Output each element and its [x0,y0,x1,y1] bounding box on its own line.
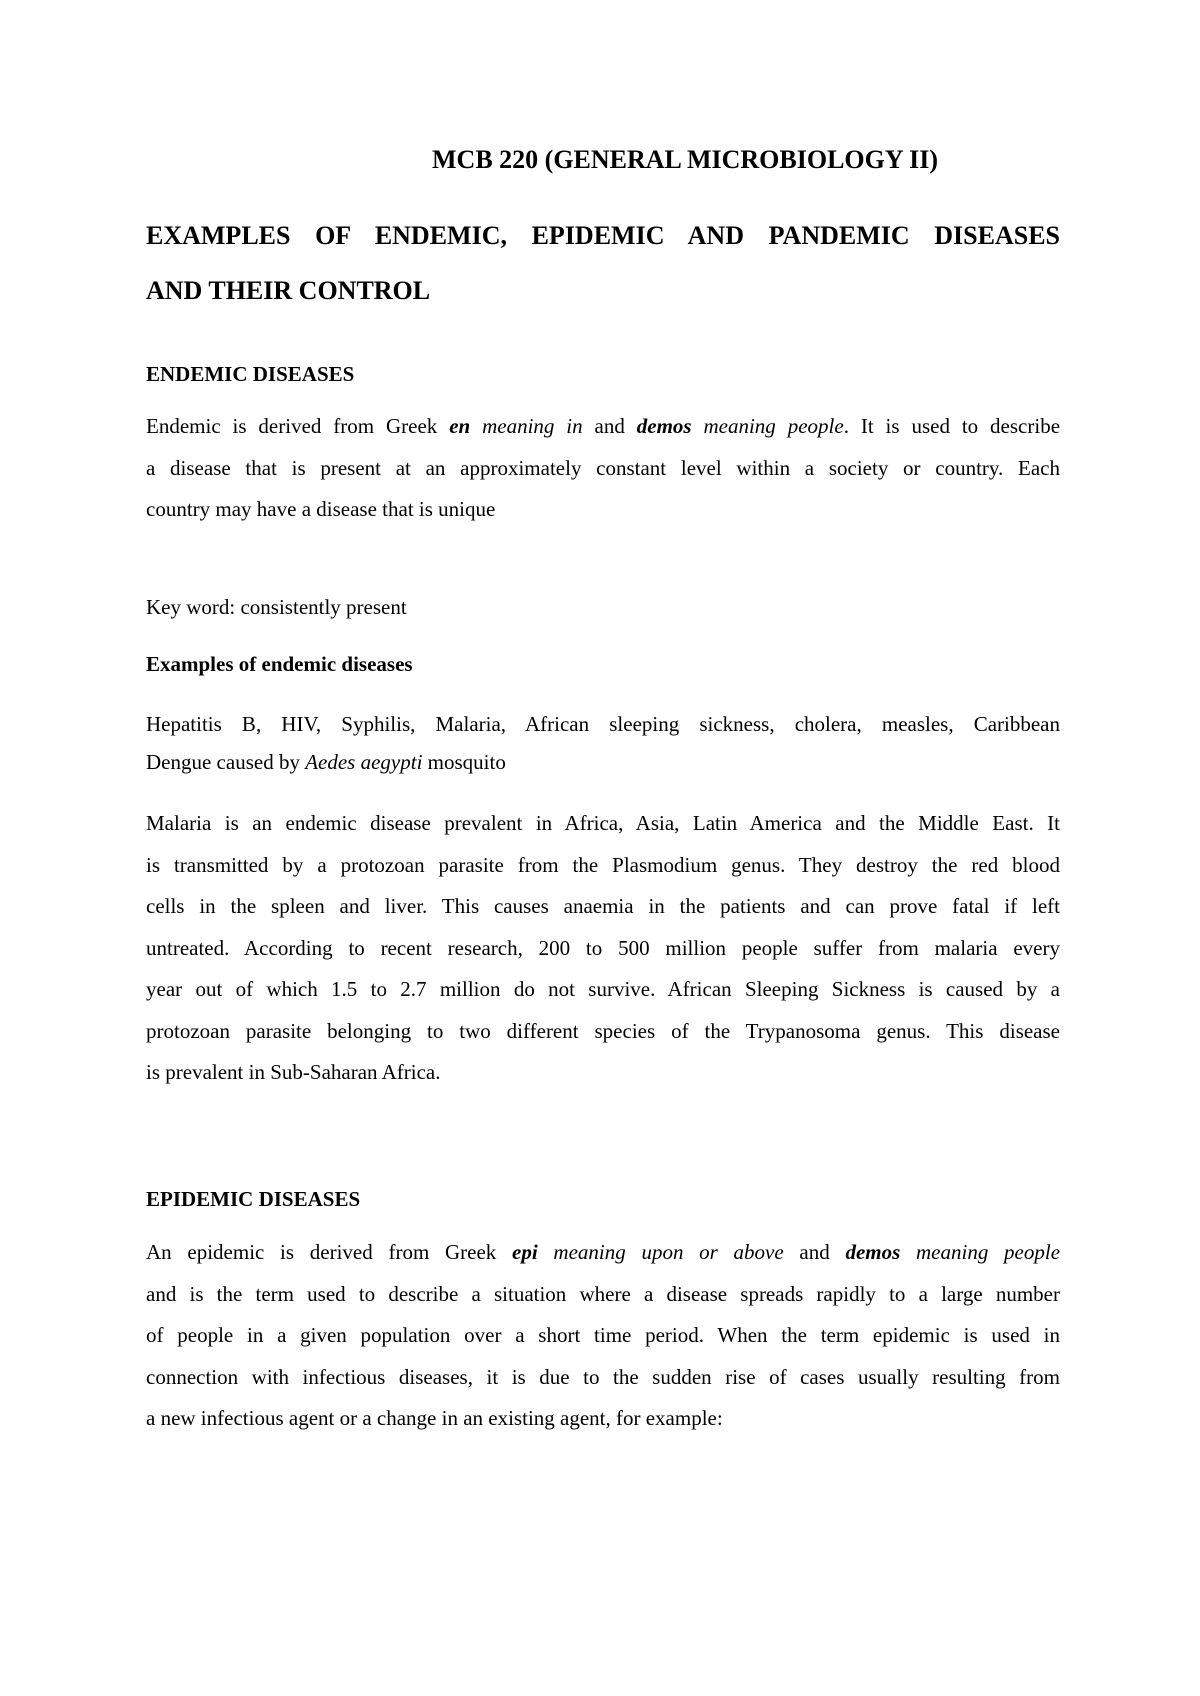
text-run: Dengue caused by [146,749,306,774]
malaria-line: untreated. According to recent research, 200 to 500 million people suffer from malaria every [146,935,1060,960]
malaria-line: is transmitted by a protozoan parasite from the Plasmodium genus. They destroy the red blood [146,852,1060,877]
examples-paragraph [146,704,1060,783]
document-title-line-1: EXAMPLES OF ENDEMIC, EPIDEMIC AND PANDEMIC DISEASES [146,221,1060,250]
malaria-line: year out of which 1.5 to 2.7 million do not survive. African Sleeping Sickness is caused by a [146,977,1060,1001]
keyword-line: Key word: consistently present [146,595,407,619]
epidemic-line-1 [146,1232,1060,1274]
text-run: meaning people [691,414,844,438]
malaria-line: is prevalent in Sub-Saharan Africa. [146,1060,441,1084]
endemic-intro-line-1 [146,406,1060,448]
malaria-paragraph [146,803,1060,1094]
text-run: and [783,1240,846,1264]
text-run: and [582,414,637,438]
text-run: mosquito [422,749,506,774]
course-title: MCB 220 (GENERAL MICROBIOLOGY II) [432,145,939,174]
malaria-line: cells in the spleen and liver. This causes anaemia in the patients and can prove fatal if left [146,894,1060,918]
species-name: Aedes aegypti [305,749,423,774]
epidemic-line: of people in a given population over a short time period. When the term epidemic is used in [146,1323,1060,1347]
malaria-line: protozoan parasite belonging to two different species of the Trypanosoma genus. This disease [146,1018,1060,1043]
term-demos: demos [636,414,692,438]
endemic-heading: ENDEMIC DISEASES [146,362,355,386]
epidemic-paragraph [146,1232,1060,1440]
epidemic-line: a new infectious agent or a change in an existing agent, for example: [146,1406,723,1430]
term-en: en [449,414,471,438]
examples-line-1: Hepatitis B, HIV, Syphilis, Malaria, African sleeping sickness, cholera, measles, Caribbean [146,712,1060,736]
endemic-intro-line-3: country may have a disease that is unique [146,497,496,521]
term-epi: epi [512,1240,538,1264]
malaria-line: Malaria is an endemic disease prevalent in Africa, Asia, Latin America and the Middle East. It [146,811,1060,835]
text-run: An epidemic is derived from Greek [146,1240,513,1264]
document-title-line-2: AND THEIR CONTROL [146,276,431,305]
text-run: Endemic is derived from Greek [146,414,450,438]
endemic-intro-line-2: a disease that is present at an approximately constant level within a society or country. Each [146,455,1060,480]
epidemic-heading: EPIDEMIC DISEASES [146,1187,361,1211]
term-demos: demos [845,1240,901,1264]
epidemic-line: and is the term used to describe a situation where a disease spreads rapidly to a large number [146,1281,1060,1306]
examples-line-2 [146,742,1060,784]
document-title [146,208,1060,318]
endemic-intro-paragraph [146,406,1060,531]
epidemic-line: connection with infectious diseases, it is due to the sudden rise of cases usually resulting from [146,1364,1060,1389]
examples-heading: Examples of endemic diseases [146,652,413,676]
text-run: meaning upon or above [537,1240,784,1264]
text-run: meaning in [470,414,583,438]
text-run: . It is used to describe [843,414,1061,438]
text-run: meaning people [900,1240,1061,1264]
